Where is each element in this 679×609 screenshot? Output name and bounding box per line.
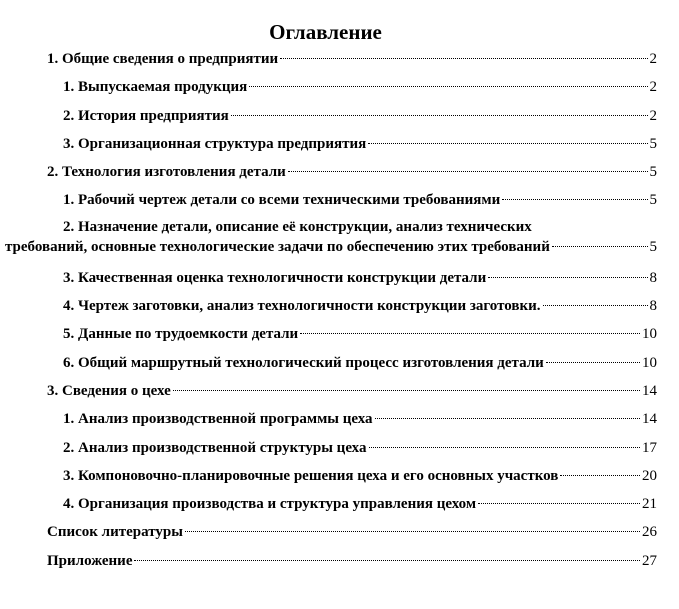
dot-leader — [478, 503, 640, 504]
toc-entry-page: 14 — [642, 382, 657, 399]
dot-leader — [231, 115, 648, 116]
toc-entry-page: 17 — [642, 439, 657, 456]
toc-entry-label-line1: 2. Назначение детали, описание её конструкции, анализ технических — [63, 218, 532, 235]
toc-entry-label: 1. Рабочий чертеж детали со всеми техническими требованиями — [63, 192, 501, 209]
toc-entry-page: 8 — [649, 269, 657, 286]
toc-entry-label: 2. Технология изготовления детали — [47, 164, 286, 181]
toc-entry[interactable] — [0, 520, 679, 548]
toc-entry[interactable] — [0, 75, 679, 103]
toc-entry[interactable] — [0, 266, 679, 294]
toc-entry-label: 6. Общий маршрутный технологический процесс изготовления детали — [63, 354, 544, 371]
toc-entry-page: 5 — [649, 164, 657, 181]
toc-entry-label: 3. Организационная структура предприятия — [63, 135, 367, 152]
toc-entry-label: 1. Анализ производственной программы цеха — [63, 411, 373, 428]
toc-entry-page: 20 — [642, 467, 657, 484]
toc-entry-page: 2 — [649, 51, 657, 67]
dot-leader — [300, 333, 640, 334]
toc-entry[interactable] — [0, 132, 679, 160]
toc-entry-label: 5. Данные по трудоемкости детали — [63, 326, 299, 343]
toc-entry-label: 3. Качественная оценка технологичности конструкции детали — [63, 269, 487, 286]
dot-leader — [552, 246, 648, 247]
toc-entry[interactable] — [0, 160, 679, 188]
toc-entry[interactable] — [0, 407, 679, 435]
dot-leader — [280, 58, 647, 59]
dot-leader — [185, 531, 640, 532]
toc-entry-label: Приложение — [47, 552, 133, 569]
toc-entry-label-line2: требований, основные технологические задачи по обеспечению этих требований — [5, 238, 550, 255]
toc-entry[interactable] — [0, 47, 679, 75]
dot-leader — [134, 560, 640, 561]
dot-leader — [368, 143, 647, 144]
toc-entry-page: 2 — [649, 79, 657, 96]
toc-entry-label: 3. Компоновочно-планировочные решения цеха и его основных участков — [63, 467, 559, 484]
toc-entry-page: 8 — [649, 298, 657, 315]
toc-entry[interactable] — [0, 492, 679, 520]
toc-entry-label: 4. Чертеж заготовки, анализ технологичности конструкции заготовки. — [63, 298, 541, 315]
dot-leader — [173, 390, 640, 391]
toc-entry-page: 27 — [642, 552, 657, 569]
toc-entry-page: 26 — [642, 524, 657, 541]
toc-entry-page: 14 — [642, 411, 657, 428]
dot-leader — [375, 418, 640, 419]
toc-entry-page: 2 — [649, 107, 657, 124]
toc-entry[interactable] — [0, 217, 679, 257]
dot-leader — [288, 171, 648, 172]
toc-entry-label: 1. Выпускаемая продукция — [63, 79, 248, 96]
toc-entry[interactable] — [0, 294, 679, 322]
toc-entry-label: 1. Общие сведения о предприятии — [47, 51, 279, 67]
toc-entry-label: 2. История предприятия — [63, 107, 229, 124]
dot-leader — [502, 199, 647, 200]
toc-entry[interactable] — [0, 436, 679, 464]
toc-entry-label: 4. Организация производства и структура управления цехом — [63, 496, 477, 513]
toc-entry-page: 5 — [649, 135, 657, 152]
toc-entry-page: 21 — [642, 496, 657, 513]
toc-entry-label: Список литературы — [47, 524, 183, 541]
toc-entry[interactable] — [0, 549, 679, 577]
toc-entry-label: 3. Сведения о цехе — [47, 382, 171, 399]
toc-entry[interactable] — [0, 104, 679, 132]
toc-entry[interactable] — [0, 188, 679, 216]
toc-entry[interactable] — [0, 464, 679, 492]
toc-entry[interactable] — [0, 322, 679, 350]
dot-leader — [369, 447, 641, 448]
toc-entry-page: 10 — [642, 354, 657, 371]
toc-entry[interactable] — [0, 351, 679, 379]
dot-leader — [543, 305, 648, 306]
toc-title: Оглавление — [269, 20, 382, 44]
dot-leader — [488, 277, 647, 278]
table-of-contents — [0, 47, 679, 577]
dot-leader — [560, 475, 640, 476]
toc-entry-label: 2. Анализ производственной структуры цеха — [63, 439, 367, 456]
toc-entry-page: 10 — [642, 326, 657, 343]
toc-entry-page: 5 — [649, 238, 657, 255]
dot-leader — [546, 362, 640, 363]
toc-entry-page: 5 — [649, 192, 657, 209]
toc-entry[interactable] — [0, 379, 679, 407]
dot-leader — [249, 86, 647, 87]
